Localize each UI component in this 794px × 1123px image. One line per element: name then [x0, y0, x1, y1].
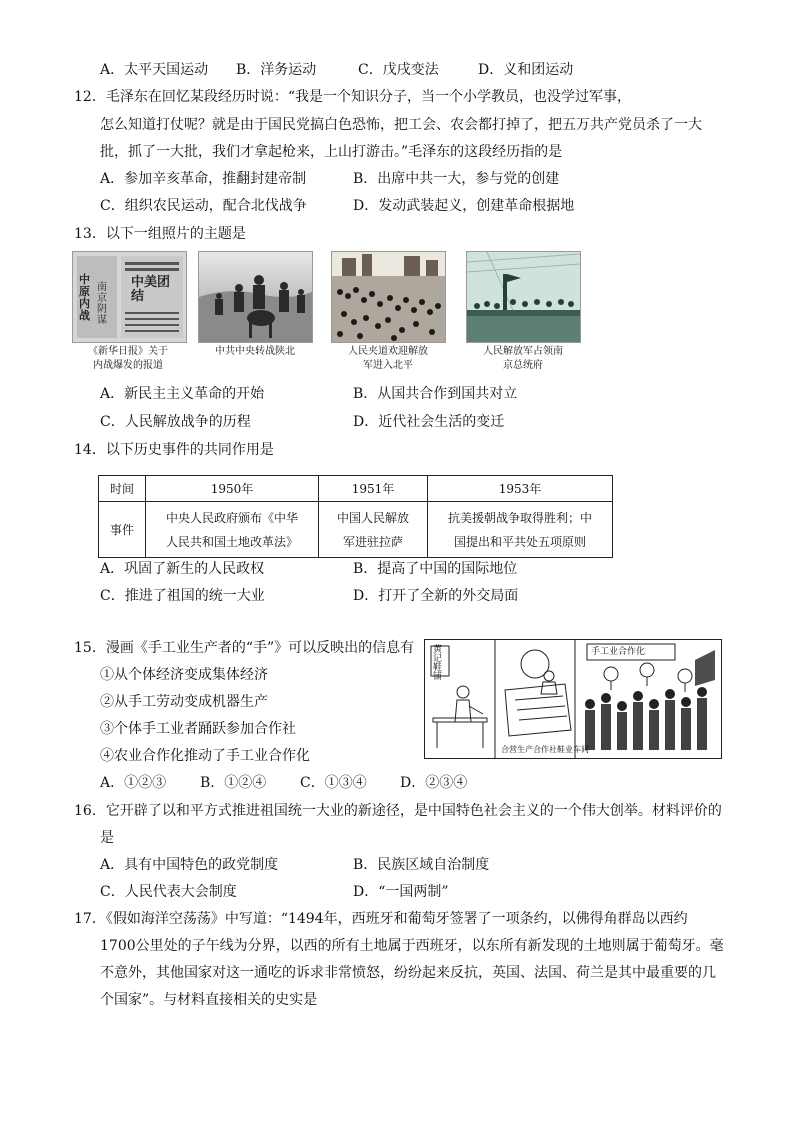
q14-option-a: A．巩固了新生的人民政权 — [100, 561, 265, 577]
q15-option-a: A．①②③ — [100, 775, 167, 791]
q12-stem-line-3: 批，抓了一大批，我们才拿起枪来，上山打游击。”毛泽东的这段经历指的是 — [100, 144, 563, 160]
q14-option-c: C．推进了祖国的统一大业 — [100, 588, 265, 604]
q12-option-c: C．组织农民运动，配合北伐战争 — [100, 198, 307, 214]
q12-option-a: A．参加辛亥革命，推翻封建帝制 — [100, 171, 307, 187]
shaanbei-image — [199, 252, 312, 342]
q11-option-b: B．洋务运动 — [236, 62, 317, 78]
q16-stem-line-1: 16．它开辟了以和平方式推进祖国统一大业的新途径，是中国特色社会主义的一个伟大创举。材料评价的 — [74, 803, 722, 819]
q12-stem-line-2: 怎么知道打仗呢？就是由于国民党搞白色恐怖，把工会、农会都打掉了，把五万共产党员杀了一大 — [100, 117, 702, 133]
q14-header-time: 时间 — [99, 476, 146, 502]
q11-option-c: C．戊戌变法 — [358, 62, 439, 78]
photo-newspaper-caption: 《新华日报》关于 内战爆发的报道 — [88, 346, 168, 371]
q14-header-1953: 1953年 — [428, 476, 613, 502]
photo-newspaper — [72, 251, 187, 343]
q15-item-3: ③个体手工业者踊跃参加合作社 — [100, 721, 296, 737]
photo-beiping-caption: 人民夹道欢迎解放 军进入北平 — [348, 346, 428, 371]
q14-row-label: 事件 — [99, 502, 146, 558]
q14-event-1951: 中国人民解放 军进驻拉萨 — [319, 502, 428, 558]
photo-shaanbei-caption: 中共中央转战陕北 — [215, 346, 295, 357]
q14-event-1953: 抗美援朝战争取得胜利；中 国提出和平共处五项原则 — [428, 502, 613, 558]
q14-header-1951: 1951年 — [319, 476, 428, 502]
q13-option-a: A．新民主主义革命的开始 — [100, 386, 265, 402]
cartoon-drawing — [425, 640, 721, 758]
q17-number: 17． — [74, 911, 106, 927]
q13-option-d: D．近代社会生活的变迁 — [353, 414, 505, 430]
q14-table-header-row — [99, 476, 613, 502]
q17-stem-line-3: 不意外，其他国家对这一通吃的诉求非常愤怒，纷纷起来反抗，英国、法国、荷兰是其中最重要的几 — [100, 965, 716, 981]
q13-number: 13． — [74, 226, 106, 242]
q12-number: 12． — [74, 89, 106, 105]
q14-option-b: B．提高了中国的国际地位 — [353, 561, 518, 577]
q15-option-b: B．①②④ — [200, 775, 267, 791]
q16-option-a: A．具有中国特色的政党制度 — [100, 857, 279, 873]
q16-option-b: B．民族区域自治制度 — [353, 857, 490, 873]
photo-nanjing — [466, 251, 581, 343]
q16-stem-line-2: 是 — [100, 830, 114, 846]
q15-option-d: D．②③④ — [400, 775, 468, 791]
q13-option-b: B．从国共合作到国共对立 — [353, 386, 518, 402]
q14-event-table — [98, 475, 613, 558]
q16-option-c: C．人民代表大会制度 — [100, 884, 237, 900]
q17-stem-line-4: 个国家”。与材料直接相关的史实是 — [100, 992, 318, 1008]
q15-stem: 15．漫画《手工业生产者的“手”》可以反映出的信息有 — [74, 640, 415, 656]
newspaper-text-2: 南京阴谋 — [97, 282, 107, 326]
q12-option-b: B．出席中共一大，参与党的创建 — [353, 171, 560, 187]
q14-stem: 14．以下历史事件的共同作用是 — [74, 442, 274, 458]
q16-option-d: D．“一国两制” — [353, 884, 449, 900]
q12-stem-line-1: 12．毛泽东在回忆某段经历时说：“我是一个知识分子，当一个小学教员，也没学过军事， — [74, 89, 631, 105]
q11-option-d: D．义和团运动 — [478, 62, 574, 78]
q14-event-1950: 中央人民政府颁布《中华 人民共和国土地改革法》 — [146, 502, 319, 558]
photo-shaanbei — [198, 251, 313, 343]
q11-option-a: A．太平天国运动 — [100, 62, 209, 78]
beiping-image — [332, 252, 445, 342]
q17-stem-line-2: 1700公里处的子午线为分界，以西的所有土地属于西班牙，以东所有新发现的土地则属于葡萄牙。毫 — [100, 938, 724, 954]
q14-table-event-row — [99, 502, 613, 558]
nanjing-image — [467, 252, 580, 342]
cartoon-caption: 合营生产合作社鞋业车间 — [501, 745, 589, 754]
q15-number: 15． — [74, 640, 106, 656]
newspaper-headline: 中美团结 — [131, 275, 171, 304]
q15-item-1: ①从个体经济变成集体经济 — [100, 667, 268, 683]
q15-item-4: ④农业合作化推动了手工业合作化 — [100, 748, 310, 764]
handicraft-cartoon — [424, 639, 722, 759]
q13-stem: 13．以下一组照片的主题是 — [74, 226, 246, 242]
cartoon-sign-coop: 手工业合作化 — [591, 647, 646, 657]
q14-option-d: D．打开了全新的外交局面 — [353, 588, 519, 604]
photo-beiping — [331, 251, 446, 343]
q14-header-1950: 1950年 — [146, 476, 319, 502]
photo-nanjing-caption: 人民解放军占领南 京总统府 — [483, 346, 563, 371]
q15-option-c: C．①③④ — [300, 775, 367, 791]
q17-stem-line-1: 17．《假如海洋空荡荡》中写道：“1494年，西班牙和葡萄牙签署了一项条约，以佛得角群岛以西约 — [74, 911, 688, 927]
q12-option-d: D．发动武装起义，创建革命根据地 — [353, 198, 575, 214]
cartoon-sign-shop: 黄记鞋铺 — [433, 645, 443, 682]
newspaper-text-1: 中原内战 — [79, 273, 90, 322]
q14-number: 14． — [74, 442, 106, 458]
q16-number: 16． — [74, 803, 106, 819]
q13-option-c: C．人民解放战争的历程 — [100, 414, 251, 430]
q15-item-2: ②从手工劳动变成机器生产 — [100, 694, 268, 710]
